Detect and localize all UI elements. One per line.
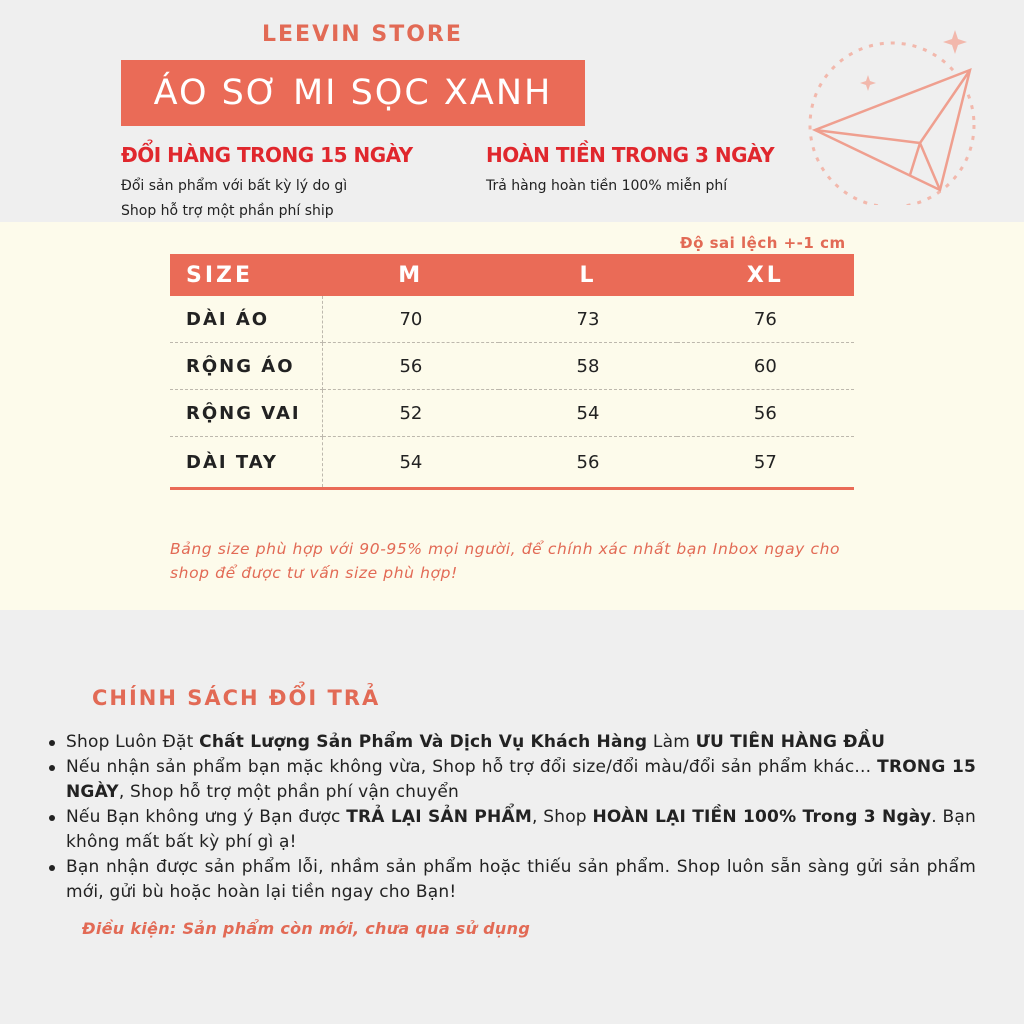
- size-table: [170, 254, 854, 490]
- cell: 56: [677, 390, 854, 437]
- tolerance-note: Độ sai lệch +-1 cm: [680, 234, 846, 252]
- row-label: DÀI ÁO: [170, 296, 322, 343]
- row-label: RỘNG VAI: [170, 390, 322, 437]
- list-item: [66, 855, 976, 905]
- row-label: DÀI TAY: [170, 437, 322, 489]
- table-row: [170, 390, 854, 437]
- cell: 73: [499, 296, 676, 343]
- cell: 76: [677, 296, 854, 343]
- header-l: L: [499, 254, 676, 296]
- text: Nếu Bạn không ưng ý Bạn được: [66, 807, 347, 827]
- header-size: SIZE: [170, 254, 322, 296]
- size-note: Bảng size phù hợp với 90-95% mọi người, để chính xác nhất bạn Inbox ngay cho shop để được tư vấn size phù hợp!: [170, 540, 841, 582]
- policy-exchange-heading: ĐỔI HÀNG TRONG 15 NGÀY: [121, 143, 413, 167]
- bold-text: TRONG 15 NGÀY: [66, 757, 977, 802]
- text: . Bạn không mất bất kỳ phí gì ạ!: [66, 807, 976, 852]
- text: Shop Luôn Đặt: [66, 732, 200, 752]
- text: Nếu nhận sản phẩm bạn mặc không vừa, Shop hỗ trợ đổi size/đổi màu/đổi sản phẩm khác...: [66, 757, 878, 777]
- paper-plane-icon: [800, 25, 980, 205]
- text: Bạn nhận được sản phẩm lỗi, nhầm sản phẩm hoặc thiếu sản phẩm. Shop luôn sẵn sàng gửi sản phẩm mới, gửi bù hoặc hoàn lại tiền ngay cho Bạn!: [66, 857, 976, 902]
- list-item: [66, 755, 976, 805]
- product-title: ÁO SƠ MI SỌC XANH: [121, 60, 585, 126]
- table-row: [170, 343, 854, 390]
- table-row: [170, 437, 854, 489]
- policy-exchange-desc: [121, 174, 347, 224]
- header-m: M: [322, 254, 499, 296]
- cell: 70: [322, 296, 499, 343]
- cell: 57: [677, 437, 854, 489]
- policy-refund-desc: [486, 174, 727, 199]
- bold-text: TRẢ LẠI SẢN PHẨM: [346, 807, 532, 827]
- return-policy-title: CHÍNH SÁCH ĐỔI TRẢ: [92, 686, 381, 710]
- policy-exchange-line: Đổi sản phẩm với bất kỳ lý do gì: [121, 178, 348, 194]
- policy-refund-line: Trả hàng hoàn tiền 100% miễn phí: [486, 178, 728, 194]
- row-label: RỘNG ÁO: [170, 343, 322, 390]
- list-item: [66, 730, 976, 755]
- cell: 54: [322, 437, 499, 489]
- text: , Shop hỗ trợ một phần phí vận chuyển: [118, 782, 459, 802]
- store-name: LEEVIN STORE: [262, 22, 463, 47]
- cell: 54: [499, 390, 676, 437]
- return-policy-list: [66, 730, 976, 905]
- bold-text: Chất Lượng Sản Phẩm Và Dịch Vụ Khách Hàng: [199, 732, 648, 752]
- cell: 52: [322, 390, 499, 437]
- cell: 56: [499, 437, 676, 489]
- return-condition: Điều kiện: Sản phẩm còn mới, chưa qua sử dụng: [82, 919, 531, 938]
- bold-text: HOÀN LẠI TIỀN 100% Trong 3 Ngày: [592, 807, 932, 827]
- policy-refund-heading: HOÀN TIỀN TRONG 3 NGÀY: [486, 143, 775, 167]
- size-table-header: [170, 254, 854, 296]
- text: Làm: [647, 732, 696, 752]
- header-xl: XL: [677, 254, 854, 296]
- table-row: [170, 296, 854, 343]
- bold-text: ƯU TIÊN HÀNG ĐẦU: [695, 732, 886, 752]
- policy-exchange-line: Shop hỗ trợ một phần phí ship: [121, 203, 334, 219]
- list-item: [66, 805, 976, 855]
- cell: 58: [499, 343, 676, 390]
- text: , Shop: [531, 807, 593, 827]
- cell: 56: [322, 343, 499, 390]
- cell: 60: [677, 343, 854, 390]
